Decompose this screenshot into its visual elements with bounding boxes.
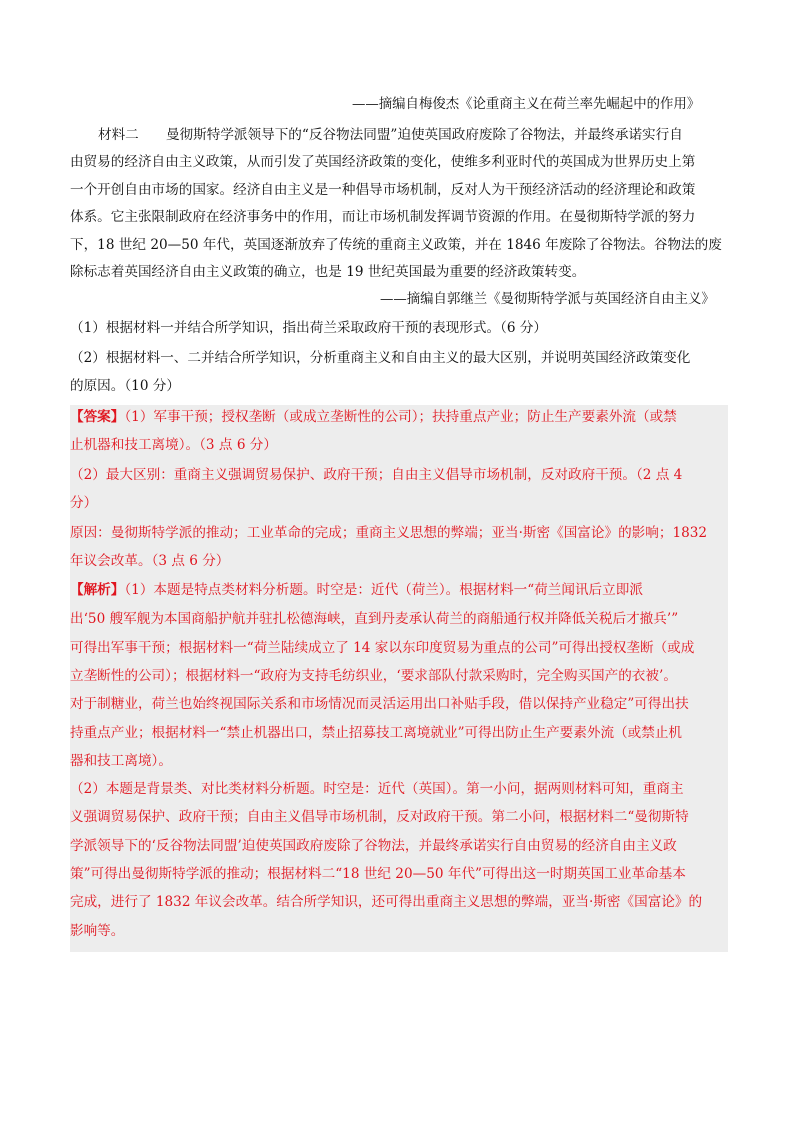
answer-line-5: 原因：曼彻斯特学派的推动；工业革命的完成；重商主义思想的弊端；亚当·斯密《国富论》的影响；1832 (70, 525, 708, 541)
material2-line-6: 除标志着英国经济自由主义政策的确立，也是 19 世纪英国最为重要的经济政策转变。 (70, 264, 586, 280)
answer-line-2: 止机器和技工离境）。（3 点 6 分） (70, 437, 277, 453)
analysis-line-5: 对于制糖业，荷兰也始终视国际关系和市场情况而灵活运用出口补贴手段，借以保持产业稳定”可得出扶 (70, 696, 689, 712)
analysis-line-6: 持重点产业；根据材料一“禁止机器出口，禁止招募技工离境就业”可得出防止生产要素外流（或禁止机 (70, 725, 683, 741)
material2-line-3: 一个开创自由市场的国家。经济自由主义是一种倡导市场机制，反对人为干预经济活动的经济理论和政策 (70, 182, 696, 198)
question-1: （1）根据材料一并结合所学知识，指出荷兰采取政府干预的表现形式。（6 分） (70, 320, 548, 336)
material2-line-2: 由贸易的经济自由主义政策，从而引发了英国经济政策的变化，使维多利亚时代的英国成为世界历史上第 (70, 154, 696, 170)
analysis-line-11: 策”可得出曼彻斯特学派的推动；根据材料二“18 世纪 20—50 年代”可得出这一时期英国工业革命基本 (70, 866, 686, 882)
analysis-line-8: （2）本题是背景类、对比类材料分析题。时空是：近代（英国）。第一小问，据两则材料可知，重商主 (70, 781, 684, 797)
material2-line-1: 材料二 曼彻斯特学派领导下的“反谷物法同盟”迫使英国政府废除了谷物法，并最终承诺实行自 (98, 127, 683, 143)
analysis-line-10: 学派领导下的‘反谷物法同盟’迫使英国政府废除了谷物法，并最终承诺实行自由贸易的经济自由主义政 (70, 838, 677, 854)
material2-line-5: 下，18 世纪 20—50 年代，英国逐渐放弃了传统的重商主义政策，并在 1846 年废除了谷物法。谷物法的废 (70, 237, 722, 253)
analysis-line-9: 义强调贸易保护、政府干预；自由主义倡导市场机制，反对政府干预。第二小问，根据材料二“曼彻斯特 (70, 809, 689, 825)
analysis-line-12: 完成，进行了 1832 年议会改革。结合所学知识，还可得出重商主义思想的弊端，亚当·斯密《国富论》的 (70, 894, 703, 910)
answer-line-4: 分） (70, 495, 98, 511)
answer-text-1: （1）军事干预；授权垄断（或成立垄断性的公司）；扶持重点产业；防止生产要素外流（或禁 (124, 409, 677, 425)
analysis-line-2: 出‘50 艘军舰为本国商船护航并驻扎松德海峡，直到丹麦承认荷兰的商船通行权并降低关税后才撤兵’” (70, 611, 679, 627)
analysis-text-1: （1）本题是特点类材料分析题。时空是：近代（荷兰）。根据材料一“荷兰闻讯后立即派 (124, 582, 643, 598)
answer-tag: 【答案】 (70, 409, 125, 425)
question-2-line-1: （2）根据材料一、二并结合所学知识，分析重商主义和自由主义的最大区别，并说明英国经济政策变化 (70, 350, 691, 366)
analysis-tag: 【解析】 (70, 582, 125, 598)
analysis-line-7: 器和技工离境）。 (70, 753, 172, 769)
material2-line-4: 体系。它主张限制政府在经济事务中的作用，而让市场机制发挥调节资源的作用。在曼彻斯特学派的努力 (70, 209, 696, 225)
analysis-line-4: 立垄断性的公司）；根据材料一“政府为支持毛纺织业，‘要求部队付款采购时，完全购买国产的衣被’。 (70, 668, 677, 684)
analysis-line-13: 影响等。 (70, 923, 125, 939)
material1-source: ——摘编自梅俊杰《论重商主义在荷兰率先崛起中的作用》 (352, 97, 701, 112)
analysis-line-1 (70, 580, 643, 600)
answer-line-6: 年议会改革。（3 点 6 分） (70, 553, 230, 569)
answer-line-1 (70, 407, 677, 427)
analysis-line-3: 可得出军事干预；根据材料一“荷兰陆续成立了 14 家以东印度贸易为重点的公司”可得出授权垄断（或成 (70, 640, 695, 656)
answer-line-3: （2）最大区别：重商主义强调贸易保护、政府干预；自由主义倡导市场机制，反对政府干预。（2 点 4 (70, 467, 683, 483)
material2-source: ——摘编自郭继兰《曼彻斯特学派与英国经济自由主义》 (380, 292, 715, 307)
question-2-line-2: 的原因。（10 分） (70, 378, 180, 394)
